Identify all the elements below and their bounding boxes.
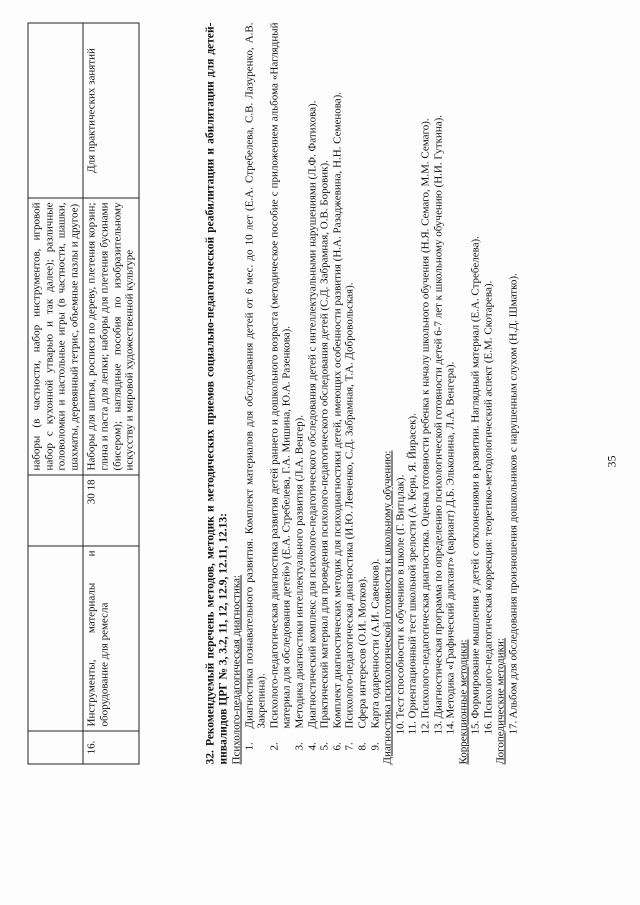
item-text: Методика диагностики интеллектуального развития (Л.А. Венгер). bbox=[293, 414, 306, 729]
item-number: 6. bbox=[331, 742, 344, 751]
method-list bbox=[508, 23, 521, 765]
cell-name: Инструменты, материалы и оборудование для ремесла bbox=[83, 546, 138, 731]
list-item bbox=[344, 23, 357, 765]
item-number: 5. bbox=[318, 742, 331, 751]
item-number: 4. bbox=[306, 742, 319, 751]
list-item bbox=[508, 23, 521, 765]
equipment-table bbox=[28, 23, 140, 765]
list-item bbox=[243, 23, 268, 765]
item-number: 14. bbox=[444, 720, 457, 735]
list-item bbox=[445, 23, 458, 765]
group-title: Психолого-педагогическая диагностика: bbox=[230, 575, 243, 765]
item-text: Психолого-педагогическая диагностика (И.Ю. Левченко, С.Д. Забрамная, Т.А. Добровольская). bbox=[343, 282, 356, 729]
rotated-content bbox=[1, 0, 640, 905]
cell-desc: наборы (в частности, набор инструментов, игровой набор с кухонной утварью и так далее); различные головоломки и настольные игры (в частности, шашки, шахматы, деревянный тетрис, объемные пазлы и другое) bbox=[28, 198, 83, 475]
item-text: Диагностическая программа по определению психологической готовности детей 6-7 лет к школьному обучению (Н.И. Гуткина). bbox=[432, 114, 444, 719]
table-row bbox=[28, 23, 83, 764]
cell-note: Для практических занятий bbox=[83, 23, 138, 198]
list-item bbox=[470, 23, 483, 765]
method-list bbox=[470, 23, 495, 765]
item-number: 15. bbox=[469, 720, 482, 735]
cell-num bbox=[28, 731, 83, 764]
item-number: 10. bbox=[394, 720, 407, 735]
list-item bbox=[306, 23, 319, 765]
item-number: 12. bbox=[419, 720, 432, 735]
list-item bbox=[331, 23, 344, 765]
list-item bbox=[432, 23, 445, 765]
item-text: Сфера интересов (О.И. Мотков). bbox=[356, 576, 369, 729]
table-row bbox=[83, 23, 138, 764]
item-text: Диагностика познавательного развития. Комплект материалов для обследования детей от 6 мес. до 10 лет (Е.А. Стребелева, С.В. Лазуренко, А.В. Закрепина). bbox=[243, 22, 268, 729]
item-text: Карта одаренности (А.И. Савенков). bbox=[369, 558, 382, 729]
item-text: Методика «Графический диктант» (вариант) Д.Б. Эльконина, Л.А. Венгера). bbox=[444, 361, 457, 719]
item-text: Психолого-педагогическая диагностика развития детей раннего и дошкольного возраста (методическое пособие с приложением альбома «Наглядный материал для обследования детей») (Е.А. Стребелева, Г.А. Мишина, Ю.А. Разенкова). bbox=[268, 22, 293, 729]
item-number: 9. bbox=[369, 742, 382, 751]
cell-desc: Наборы для шитья, росписи по дереву, плетения корзин; глина и паста для лепки; наборы для плетения бусинами (бисером); наглядные пособия по изобразительному искусству и мировой художественной культуре bbox=[83, 198, 138, 475]
page-number: 35 bbox=[604, 455, 619, 468]
section-heading: 32. Рекомендуемый перечень методов, методик и методических приемов социально-педагогической реабилитации и абилитации для детей-инвалидов ЦРГ № 3, 3.2, 11, 12, 12.9, 12.11, 12.13: bbox=[204, 22, 230, 765]
method-list bbox=[394, 23, 457, 765]
list-item bbox=[369, 23, 382, 765]
item-number: 17. bbox=[507, 720, 520, 735]
list-item bbox=[356, 23, 369, 765]
cell-name bbox=[28, 546, 83, 731]
item-text: Альбом для обследования произношения дошкольников с нарушенным слухом (Н.Д. Шматко). bbox=[507, 273, 520, 719]
item-number: 16. bbox=[482, 720, 495, 735]
item-text: Психолого-педагогическая коррекция: теоретико-методологический аспект (Е.М. Скотарева). bbox=[482, 280, 495, 719]
group-title: Логопедические методики: bbox=[494, 638, 507, 765]
item-text: Комплект диагностических методик для психодиагностики детей, имеющих особенности развития (Н.А. Разаджевина, Н.Н. Семенова). bbox=[331, 91, 344, 729]
list-item bbox=[394, 23, 407, 765]
item-text: Ориентационный тест школьной зрелости (А. Керн, Я. Йирасек). bbox=[406, 413, 419, 719]
section-body bbox=[205, 23, 521, 765]
method-list bbox=[243, 23, 382, 765]
item-number: 1. bbox=[243, 742, 256, 751]
cell-qty bbox=[28, 475, 83, 546]
group-title: Диагностика психологической готовности к школьному обучению: bbox=[381, 450, 394, 765]
list-item bbox=[482, 23, 495, 765]
item-text: Формирование мышления у детей с отклонениями в развитии. Наглядный материал (Е.А. Стребелева). bbox=[469, 236, 482, 719]
item-number: 3. bbox=[293, 742, 306, 751]
item-text: Тест способности к обучению в школе (Г. Витцлак). bbox=[394, 474, 407, 719]
list-item bbox=[268, 23, 293, 765]
list-item bbox=[407, 23, 420, 765]
group-title: Коррекционные методики: bbox=[457, 639, 470, 765]
item-number: 11. bbox=[406, 721, 419, 735]
cell-num: 16. bbox=[83, 731, 138, 764]
item-text: Практический материал для проведения психолого-педагогического обследования детей (С.Д. Забрамная, О.В. Боровик). bbox=[318, 160, 331, 729]
cell-note bbox=[28, 23, 83, 198]
cell-qty: 30 18 bbox=[83, 475, 138, 546]
item-number: 13. bbox=[432, 720, 444, 735]
list-item bbox=[319, 23, 332, 765]
list-item bbox=[293, 23, 306, 765]
item-number: 8. bbox=[356, 742, 369, 751]
item-text: Диагностический комплекс для психолого-педагогического обследования детей с интеллектуальными нарушениями (Л.Ф. Фатихова). bbox=[306, 100, 319, 729]
item-text: Психолого-педагогическая диагностика. Оценка готовности ребенка к началу школьного обучения (Н.Я. Семаго, М.М. Семаго). bbox=[419, 118, 432, 719]
item-number: 7. bbox=[343, 742, 356, 751]
item-number: 2. bbox=[268, 742, 281, 751]
list-item bbox=[419, 23, 432, 765]
